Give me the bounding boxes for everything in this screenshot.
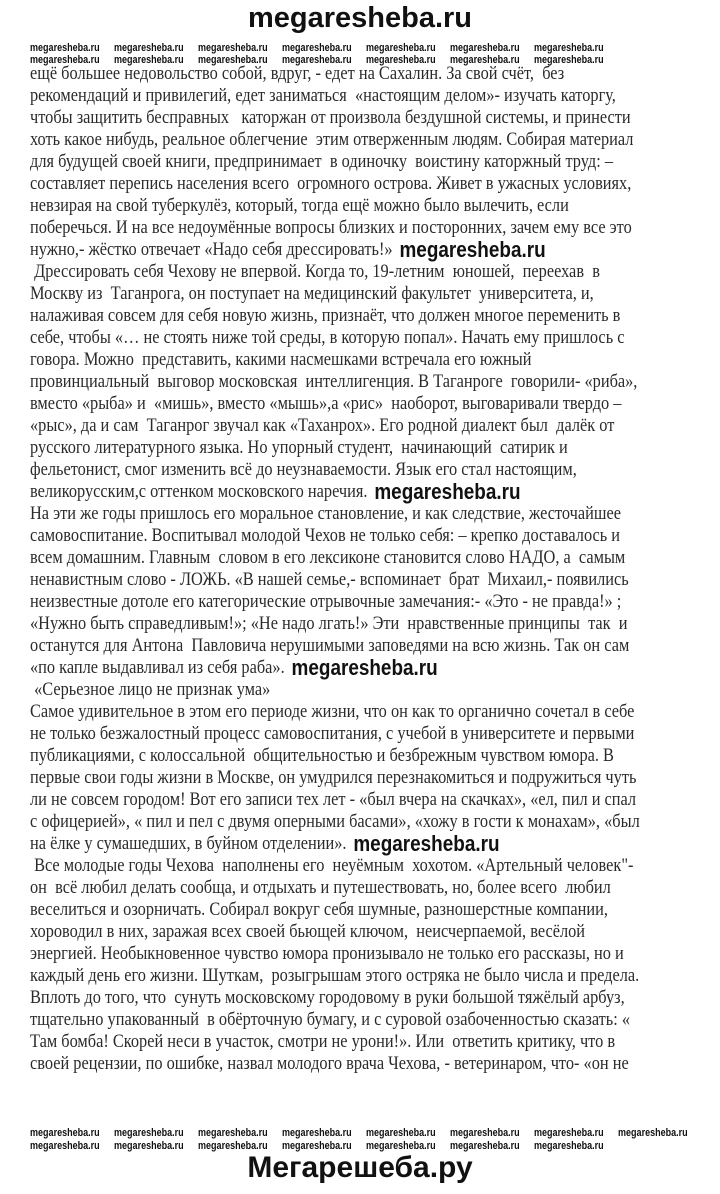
- text-line-content: ещё большее недовольство собой, вдруг, - едет на Сахалин. За свой счёт, без: [30, 63, 565, 84]
- text-line: [30, 723, 701, 745]
- watermark: megaresheba.ru: [534, 42, 604, 54]
- text-line: [30, 811, 701, 833]
- watermark-cell: [534, 50, 616, 66]
- text-line: [30, 547, 701, 569]
- text-line-content: провинциальный выговор московская интеллигенция. В Таганроге говорили- «риба»,: [30, 371, 638, 392]
- text-line: [30, 437, 701, 459]
- watermark-cell: [282, 1123, 364, 1139]
- watermark-cell: [534, 38, 616, 54]
- text-line: [30, 877, 701, 899]
- watermark: megaresheba.ru: [282, 42, 352, 54]
- text-line: [30, 261, 701, 283]
- watermark: megaresheba.ru: [30, 1127, 100, 1139]
- watermark-row: [30, 1123, 710, 1139]
- text-line-content: публикациями, с колоссальной общительностью и безбрежным чувством юмора. В: [30, 745, 614, 766]
- text-line-content: поберечься. И на все недоумённые вопросы близких и посторонних, зачем ему все это: [30, 217, 632, 238]
- text-line-content: для будущей своей книги, предпринимает в одиночку воистину каторжный труд: –: [30, 151, 613, 172]
- text-line-content: первые свои годы жизни в Москве, он умудрился перезнакомиться и подружиться чуть: [30, 767, 637, 788]
- watermark: megaresheba.ru: [534, 1140, 604, 1152]
- text-line: [30, 459, 701, 481]
- text-line-content: нужно,- жёстко отвечает «Надо себя дрессировать!»: [30, 239, 393, 260]
- text-line-content: себе, чтобы «… не стоять ниже той среды, в которую попал». Начать ему пришлось с: [30, 327, 625, 348]
- text-line-content: хоть какое нибудь, реальное облегчение этим отверженным людям. Собирая материал: [30, 129, 634, 150]
- watermark: megaresheba.ru: [114, 42, 184, 54]
- watermark-cell: [198, 50, 280, 66]
- watermark: megaresheba.ru: [114, 1127, 184, 1139]
- text-line: [30, 679, 701, 701]
- text-line: [30, 283, 701, 305]
- watermark-cell: [114, 1123, 196, 1139]
- text-line-content: чтобы защитить бесправных каторжан от произвола бездушной системы, и принести: [30, 107, 631, 128]
- watermark-cell: [534, 1136, 616, 1152]
- text-line-content: невзирая на свой туберкулёз, который, тогда ещё можно было вылечить, если: [30, 195, 569, 216]
- text-line-content: неизвестные дотоле его категорические отрывочные замечания:- «Это - не правда!» ;: [30, 591, 622, 612]
- watermark-cell: [534, 1123, 616, 1139]
- text-line: [30, 349, 701, 371]
- text-line: [30, 239, 701, 261]
- watermark-row: [30, 1136, 710, 1152]
- text-line: [30, 481, 701, 503]
- text-line: [30, 635, 701, 657]
- text-line-content: своей рецензии, по ошибке, назвал молодого врача Чехова, - ветеринаром, что- «он не: [30, 1053, 629, 1074]
- watermark-cell: [198, 1123, 280, 1139]
- text-line: [30, 855, 701, 877]
- text-line-content: На эти же годы пришлось его моральное становление, и как следствие, жесточайшее: [30, 503, 621, 524]
- text-line-content: самовоспитание. Воспитывал молодой Чехов не только себя: – крепко доставалось и: [30, 525, 621, 546]
- watermark-cell: [114, 1136, 196, 1152]
- text-line-content: Все молодые годы Чехова наполнены его неуёмным хохотом. «Артельный человек"-: [30, 855, 634, 876]
- text-line-content: хороводил в них, заражая всех своей бьющей ключом, неисчерпаемой, весёлой: [30, 921, 586, 942]
- watermark: megaresheba.ru: [282, 54, 352, 66]
- text-line-content: ли не совсем городом! Вот его записи тех лет - «был вчера на скачках», «ел, пил и спал: [30, 789, 637, 810]
- text-line-content: фельетонист, смог изменить всё до неузнаваемости. Язык его стал настоящим,: [30, 459, 577, 480]
- text-line: [30, 151, 701, 173]
- text-line: [30, 921, 701, 943]
- text-line-content: останутся для Антона Павловича нерушимыми заповедями на всю жизнь. Так он сам: [30, 635, 630, 656]
- text-line-content: энергией. Необыкновенное чувство юмора пронизывало не только его рассказы, но и: [30, 943, 624, 964]
- watermark: megaresheba.ru: [450, 1140, 520, 1152]
- text-line-content: великорусским,с оттенком московского наречия.: [30, 481, 368, 502]
- text-line: [30, 591, 701, 613]
- text-line: [30, 1053, 701, 1075]
- text-line-content: он всё любил делать сообща, и отдыхать и путешествовать, но, более всего любил: [30, 877, 611, 898]
- text-line: [30, 745, 701, 767]
- watermark: megaresheba.ru: [30, 1140, 100, 1152]
- text-line-content: русского литературного языка. Но упорный студент, начинающий сатирик и: [30, 437, 568, 458]
- watermark-cell: [198, 1136, 280, 1152]
- watermark-cell: [366, 1123, 448, 1139]
- text-line-content: с офицерией», « пил и пел с двумя оперными басами», «хожу в гости к монахам», «был: [30, 811, 640, 832]
- watermark-cell: [450, 1123, 532, 1139]
- watermark-large: megaresheba.ru: [399, 237, 546, 262]
- text-line-content: «Серьезное лицо не признак ума»: [30, 679, 271, 700]
- text-line: [30, 833, 701, 855]
- watermark-cell: [114, 38, 196, 54]
- watermark: megaresheba.ru: [366, 42, 436, 54]
- watermark: megaresheba.ru: [282, 1140, 352, 1152]
- watermark: megaresheba.ru: [30, 54, 100, 66]
- watermark: megaresheba.ru: [450, 1127, 520, 1139]
- text-line-content: составляет перепись населения всего огромного острова. Живет в ужасных условиях,: [30, 173, 632, 194]
- text-line-content: Самое удивительное в этом его периоде жизни, что он как то органично сочетал в себе: [30, 701, 635, 722]
- watermark: megaresheba.ru: [366, 1140, 436, 1152]
- text-line: [30, 85, 701, 107]
- watermark-cell: [450, 38, 532, 54]
- watermark-cell: [450, 50, 532, 66]
- text-line: [30, 525, 701, 547]
- text-line-content: налаживая совсем для себя новую жизнь, признаёт, что должен многое переменить в: [30, 305, 621, 326]
- text-line-content: вместо «рыба» и «мишь», вместо «мышь»,а «рис» наоборот, выговаривали твердо –: [30, 393, 622, 414]
- text-line: [30, 1009, 701, 1031]
- text-line-content: «по капле выдавливал из себя раба».: [30, 657, 285, 678]
- text-line-content: говора. Можно представить, какими насмешками встречала его южный: [30, 349, 532, 370]
- site-header: megaresheba.ru: [247, 2, 473, 34]
- text-line: [30, 613, 701, 635]
- watermark-cell: [366, 1136, 448, 1152]
- text-line-content: «рыс», да и сам Таганрог звучал как «Таханрох». Его родной диалект был далёк от: [30, 415, 615, 436]
- text-line-content: веселиться и озорничать. Собирал вокруг себя шумные, разношерстные компании,: [30, 899, 609, 920]
- text-line-content: ненавистным слово - ЛОЖЬ. «В нашей семье,- вспоминает брат Михаил,- появились: [30, 569, 629, 590]
- text-line-content: Вплоть до того, что сунуть московскому городовому в руки большой тяжёлый арбуз,: [30, 987, 625, 1008]
- text-line-content: не только безжалостный процесс самовоспитания, с учебой в университете и первыми: [30, 723, 635, 744]
- watermark-row: [30, 50, 710, 66]
- text-line: [30, 701, 701, 723]
- text-line: [30, 899, 701, 921]
- text-line-content: всем домашним. Главным словом в его лексиконе становится слово НАДО, а самым: [30, 547, 626, 568]
- text-line: [30, 789, 701, 811]
- text-line-content: Дрессировать себя Чехову не впервой. Когда то, 19-летним юношей, переехав в: [30, 261, 600, 282]
- watermark: megaresheba.ru: [198, 42, 268, 54]
- watermark: megaresheba.ru: [618, 1127, 688, 1139]
- watermark-cell: [30, 38, 112, 54]
- watermark-large: megaresheba.ru: [291, 655, 438, 680]
- watermark-cell: [366, 38, 448, 54]
- watermark-cell: [450, 1136, 532, 1152]
- text-line-content: «Нужно быть справедливым!»; «Не надо лгать!» Эти нравственные принципы так и: [30, 613, 628, 634]
- watermark-cell: [114, 50, 196, 66]
- text-line: [30, 129, 701, 151]
- site-footer: Мегарешеба.ру: [247, 1151, 473, 1184]
- text-line: [30, 173, 701, 195]
- text-line: [30, 943, 701, 965]
- watermark: megaresheba.ru: [450, 42, 520, 54]
- text-line: [30, 767, 701, 789]
- watermark-cell: [282, 50, 364, 66]
- watermark: megaresheba.ru: [114, 54, 184, 66]
- watermark: megaresheba.ru: [282, 1127, 352, 1139]
- watermark: megaresheba.ru: [534, 54, 604, 66]
- watermark-cell: [282, 38, 364, 54]
- watermark: megaresheba.ru: [114, 1140, 184, 1152]
- text-line: [30, 371, 701, 393]
- text-line: [30, 327, 701, 349]
- text-line: [30, 415, 701, 437]
- text-line-content: на ёлке у сумашедших, в буйном отделении».: [30, 833, 347, 854]
- text-line: [30, 965, 701, 987]
- text-line-content: Москву из Таганрога, он поступает на медицинский факультет университета, и,: [30, 283, 594, 304]
- text-line-content: рекомендаций и привилегий, едет заниматься «настоящим делом»- изучать каторгу,: [30, 85, 616, 106]
- watermark: megaresheba.ru: [30, 42, 100, 54]
- text-line: [30, 987, 701, 1009]
- text-line: [30, 503, 701, 525]
- document-body: [30, 63, 720, 1075]
- watermark-cell: [366, 50, 448, 66]
- text-line: [30, 305, 701, 327]
- watermark: megaresheba.ru: [198, 1127, 268, 1139]
- text-line: [30, 217, 701, 239]
- text-line-content: каждый день его жизни. Шуткам, розыгрышам этого остряка не было числа и предела.: [30, 965, 640, 986]
- watermark-cell: [30, 1123, 112, 1139]
- watermark-large: megaresheba.ru: [353, 831, 500, 856]
- text-line: [30, 569, 701, 591]
- text-line: [30, 393, 701, 415]
- text-line: [30, 1031, 701, 1053]
- watermark: megaresheba.ru: [198, 1140, 268, 1152]
- watermark-cell: [30, 1136, 112, 1152]
- text-line-content: тщательно упакованный в обёрточную бумагу, и с суровой озабоченностью сказать: «: [30, 1009, 631, 1030]
- text-line: [30, 195, 701, 217]
- watermark-cell: [282, 1136, 364, 1152]
- watermark: megaresheba.ru: [534, 1127, 604, 1139]
- watermark-cell: [618, 1123, 700, 1139]
- text-line: [30, 107, 701, 129]
- watermark-large: megaresheba.ru: [374, 479, 521, 504]
- watermark-cell: [30, 50, 112, 66]
- watermark: megaresheba.ru: [366, 1127, 436, 1139]
- text-line-content: Там бомба! Скорей неси в участок, смотри не урони!». Или ответить критику, что в: [30, 1031, 616, 1052]
- watermark-cell: [198, 38, 280, 54]
- text-line: [30, 63, 701, 85]
- watermark: megaresheba.ru: [198, 54, 268, 66]
- watermark: megaresheba.ru: [450, 54, 520, 66]
- watermark-row: [30, 38, 710, 54]
- text-line: [30, 657, 701, 679]
- watermark: megaresheba.ru: [366, 54, 436, 66]
